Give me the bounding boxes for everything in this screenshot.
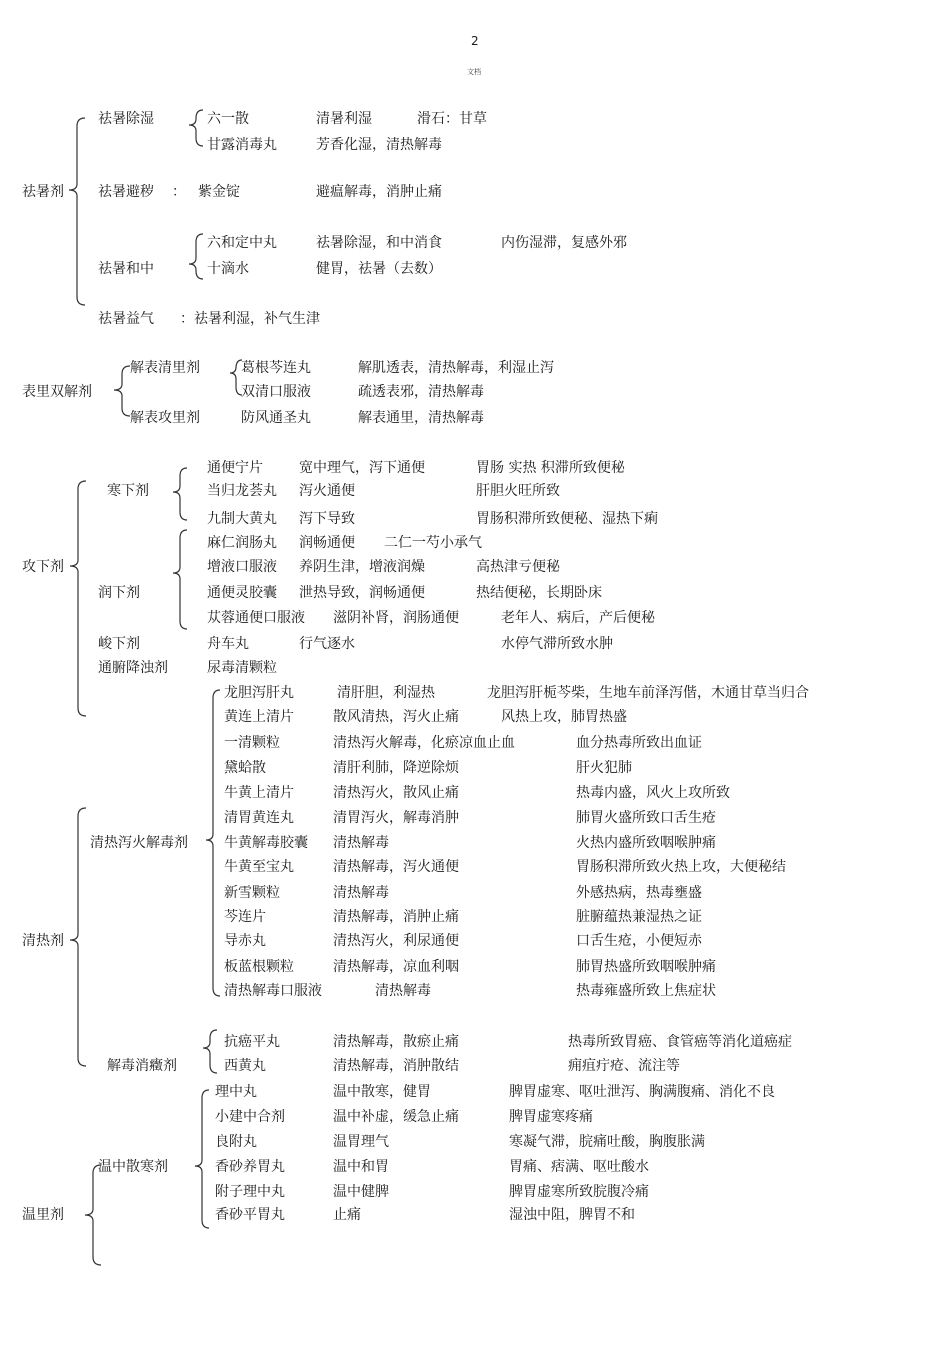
- drug-name: 黄连上清片: [224, 709, 294, 725]
- subcategory-biaoli-qingli: 解表清里剂: [130, 360, 200, 376]
- drug-name: 西黄丸: [224, 1058, 266, 1074]
- category-title-qingre: 清热剂: [22, 933, 64, 949]
- drug-name: 理中丸: [215, 1084, 257, 1100]
- drug-name: 麻仁润肠丸: [207, 535, 277, 551]
- drug-indication: 脾胃虚寒疼痛: [509, 1109, 593, 1125]
- curly-brace: [70, 808, 86, 1066]
- drug-name: 六一散: [207, 111, 249, 127]
- subcategory-qingre-xiaozheng: 解毒消癥剂: [107, 1058, 177, 1074]
- drug-indication: 胃痛、痞满、呕吐酸水: [509, 1159, 649, 1175]
- drug-name: 六和定中丸: [207, 235, 277, 251]
- subcategory-qushu-bihui: 祛暑避秽: [98, 184, 154, 200]
- drug-indication: 脏腑蕴热兼湿热之证: [576, 909, 702, 925]
- drug-effect: 泻下导致: [299, 511, 355, 527]
- drug-name: 紫金锭: [198, 184, 240, 200]
- drug-effect: 行气逐水: [299, 636, 355, 652]
- drug-name: 增液口服液: [207, 559, 277, 575]
- drug-name: 良附丸: [215, 1134, 257, 1150]
- drug-effect: 避瘟解毒，消肿止痛: [316, 184, 442, 200]
- drug-name: 防风通圣丸: [241, 410, 311, 426]
- drug-effect: 清肝胆，利湿热: [337, 685, 435, 701]
- colon: ：: [172, 184, 186, 200]
- drug-name: 芩连片: [224, 909, 266, 925]
- drug-indication: 热结便秘，长期卧床: [476, 585, 602, 601]
- drug-effect: 清暑利湿: [316, 111, 372, 127]
- subcategory-gongxia-hanxia: 寒下剂: [107, 483, 149, 499]
- drug-name: 十滴水: [207, 261, 249, 277]
- drug-effect: 清热解毒: [333, 835, 389, 851]
- drug-effect: 温中健脾: [333, 1184, 389, 1200]
- curly-brace: [173, 530, 187, 629]
- curly-brace: [189, 110, 203, 146]
- drug-name: 新雪颗粒: [224, 885, 280, 901]
- drug-name: 牛黄上清片: [224, 785, 294, 801]
- drug-effect: 清热解毒: [375, 983, 431, 999]
- category-title-gongxia: 攻下剂: [22, 559, 64, 575]
- drug-indication: 内伤湿滞，复感外邪: [501, 235, 627, 251]
- page-number: 2: [471, 34, 479, 48]
- drug-effect: 清热泻火解毒，化瘀凉血止血: [333, 735, 515, 751]
- drug-effect: 泄热导致，润畅通便: [299, 585, 425, 601]
- drug-indication: 肺胃热盛所致咽喉肿痛: [576, 959, 716, 975]
- drug-name: 苁蓉通便口服液: [207, 610, 305, 626]
- drug-name: 牛黄解毒胶囊: [224, 835, 308, 851]
- drug-name: 尿毒清颗粒: [207, 660, 277, 676]
- drug-name: 通便宁片: [207, 460, 263, 476]
- drug-effect: 润畅通便: [299, 535, 355, 551]
- drug-effect: 宽中理气，泻下通便: [299, 460, 425, 476]
- drug-indication: 龙胆泻肝栀芩柴，生地车前泽泻偕，木通甘草当归合: [487, 685, 809, 701]
- drug-name: 通便灵胶囊: [207, 585, 277, 601]
- drug-name: 香砂平胃丸: [215, 1207, 285, 1223]
- drug-indication: 脾胃虚寒所致脘腹冷痛: [509, 1184, 649, 1200]
- drug-name: 板蓝根颗粒: [224, 959, 294, 975]
- subcategory-gongxia-runxia: 润下剂: [98, 585, 140, 601]
- category-title-wenli: 温里剂: [22, 1207, 64, 1223]
- drug-indication: 胃肠积滞所致便秘、湿热下痢: [476, 511, 658, 527]
- drug-effect: 止痛: [333, 1207, 361, 1223]
- curly-brace: [69, 118, 85, 305]
- drug-indication: 胃肠积滞所致火热上攻，大便秘结: [576, 859, 786, 875]
- drug-name: 附子理中丸: [215, 1184, 285, 1200]
- drug-effect: 芳香化湿，清热解毒: [316, 137, 442, 153]
- drug-indication: 肝火犯肺: [576, 760, 632, 776]
- curly-brace: [85, 1165, 101, 1265]
- subcategory-qushu-chushi: 祛暑除湿: [98, 111, 154, 127]
- drug-name: 舟车丸: [207, 636, 249, 652]
- drug-name: 抗癌平丸: [224, 1034, 280, 1050]
- drug-effect: 解肌透表，清热解毒，利湿止泻: [358, 360, 554, 376]
- drug-indication: 热毒所致胃癌、食管癌等消化道癌症: [568, 1034, 792, 1050]
- curly-brace: [206, 690, 220, 996]
- header-label: 文档: [467, 68, 481, 76]
- drug-effect: 清热解毒，凉血利咽: [333, 959, 459, 975]
- drug-indication: 二仁一芍小承气: [384, 535, 482, 551]
- drug-effect: 清热泻火，利尿通便: [333, 933, 459, 949]
- subcategory-qushu-hezhong: 祛暑和中: [98, 261, 154, 277]
- drug-indication: 老年人、病后，产后便秘: [501, 610, 655, 626]
- drug-indication: 风热上攻，肺胃热盛: [501, 709, 627, 725]
- drug-effect: 清热解毒，散瘀止痛: [333, 1034, 459, 1050]
- subcategory-qushu-yiqi: 祛暑益气: [98, 311, 154, 327]
- drug-effect: 散风清热，泻火止痛: [333, 709, 459, 725]
- drug-effect: 温胃理气: [333, 1134, 389, 1150]
- drug-effect: 清热解毒，泻火通便: [333, 859, 459, 875]
- subcategory-qingre-xiehuo: 清热泻火解毒剂: [90, 835, 188, 851]
- drug-indication: 高热津亏便秘: [476, 559, 560, 575]
- drug-effect: 疏透表邪，清热解毒: [358, 384, 484, 400]
- drug-effect: 泻火通便: [299, 483, 355, 499]
- drug-name: 导赤丸: [224, 933, 266, 949]
- drug-indication: 外感热病，热毒壅盛: [576, 885, 702, 901]
- drug-indication: 脾胃虚寒、呕吐泄泻、胸满腹痛、消化不良: [509, 1084, 775, 1100]
- drug-name: 黛蛤散: [224, 760, 266, 776]
- drug-effect: 清热解毒，消肿止痛: [333, 909, 459, 925]
- curly-brace: [114, 366, 130, 416]
- drug-effect: 温中和胃: [333, 1159, 389, 1175]
- drug-name: 甘露消毒丸: [207, 137, 277, 153]
- category-title-biaoli: 表里双解剂: [22, 384, 92, 400]
- drug-indication: 口舌生疮，小便短赤: [576, 933, 702, 949]
- drug-indication: 胃肠 实热 积滞所致便秘: [476, 460, 625, 476]
- drug-effect: 滋阴补肾，润肠通便: [333, 610, 459, 626]
- subcategory-gongxia-junxia: 峻下剂: [98, 636, 140, 652]
- drug-effect: 清肝利肺，降逆除烦: [333, 760, 459, 776]
- drug-effect: 温中散寒，健胃: [333, 1084, 431, 1100]
- drug-name: 一清颗粒: [224, 735, 280, 751]
- drug-name: 清胃黄连丸: [224, 810, 294, 826]
- drug-name: 牛黄至宝丸: [224, 859, 294, 875]
- drug-indication: 火热内盛所致咽喉肿痛: [576, 835, 716, 851]
- curly-brace: [189, 234, 203, 279]
- drug-indication: 肝胆火旺所致: [476, 483, 560, 499]
- drug-name: 龙胆泻肝丸: [224, 685, 294, 701]
- drug-effect: 解表通里，清热解毒: [358, 410, 484, 426]
- drug-name: 小建中合剂: [215, 1109, 285, 1125]
- drug-name: 双清口服液: [241, 384, 311, 400]
- drug-indication: 热毒内盛，风火上攻所致: [576, 785, 730, 801]
- drug-indication: 湿浊中阻，脾胃不和: [509, 1207, 635, 1223]
- category-title-qushu: 祛暑剂: [22, 184, 64, 200]
- curly-brace: [195, 1090, 209, 1228]
- drug-indication: 痈疽疔疮、流注等: [568, 1058, 680, 1074]
- drug-name: 清热解毒口服液: [224, 983, 322, 999]
- drug-effect: 祛暑除湿，和中消食: [316, 235, 442, 251]
- drug-effect: 温中补虚，缓急止痛: [333, 1109, 459, 1125]
- drug-indication: 肺胃火盛所致口舌生疮: [576, 810, 716, 826]
- drug-name: 当归龙荟丸: [207, 483, 277, 499]
- curly-brace: [70, 481, 86, 716]
- drug-effect: 清热解毒: [333, 885, 389, 901]
- drug-indication: 寒凝气滞，脘痛吐酸，胸腹胀满: [509, 1134, 705, 1150]
- drug-note: 滑石：甘草: [417, 111, 487, 127]
- drug-effect: 清热泻火，散风止痛: [333, 785, 459, 801]
- drug-effect: 清胃泻火，解毒消肿: [333, 810, 459, 826]
- drug-indication: 热毒雍盛所致上焦症状: [576, 983, 716, 999]
- drug-effect: 养阴生津，增液润燥: [299, 559, 425, 575]
- drug-effect: 健胃，祛暑（去数）: [316, 261, 442, 277]
- subcategory-gongxia-tongfu: 通腑降浊剂: [98, 660, 168, 676]
- drug-name: 九制大黄丸: [207, 511, 277, 527]
- subcategory-wenli-sanhan: 温中散寒剂: [98, 1159, 168, 1175]
- subcategory-biaoli-gongli: 解表攻里剂: [130, 410, 200, 426]
- drug-indication: 血分热毒所致出血证: [576, 735, 702, 751]
- drug-name: 葛根芩连丸: [241, 360, 311, 376]
- curly-brace: [173, 468, 187, 520]
- drug-effect: 清热解毒，消肿散结: [333, 1058, 459, 1074]
- curly-brace: [203, 1030, 217, 1073]
- drug-indication: 水停气滞所致水肿: [501, 636, 613, 652]
- drug-effect: ：祛暑利湿，补气生津: [180, 311, 320, 327]
- drug-name: 香砂养胃丸: [215, 1159, 285, 1175]
